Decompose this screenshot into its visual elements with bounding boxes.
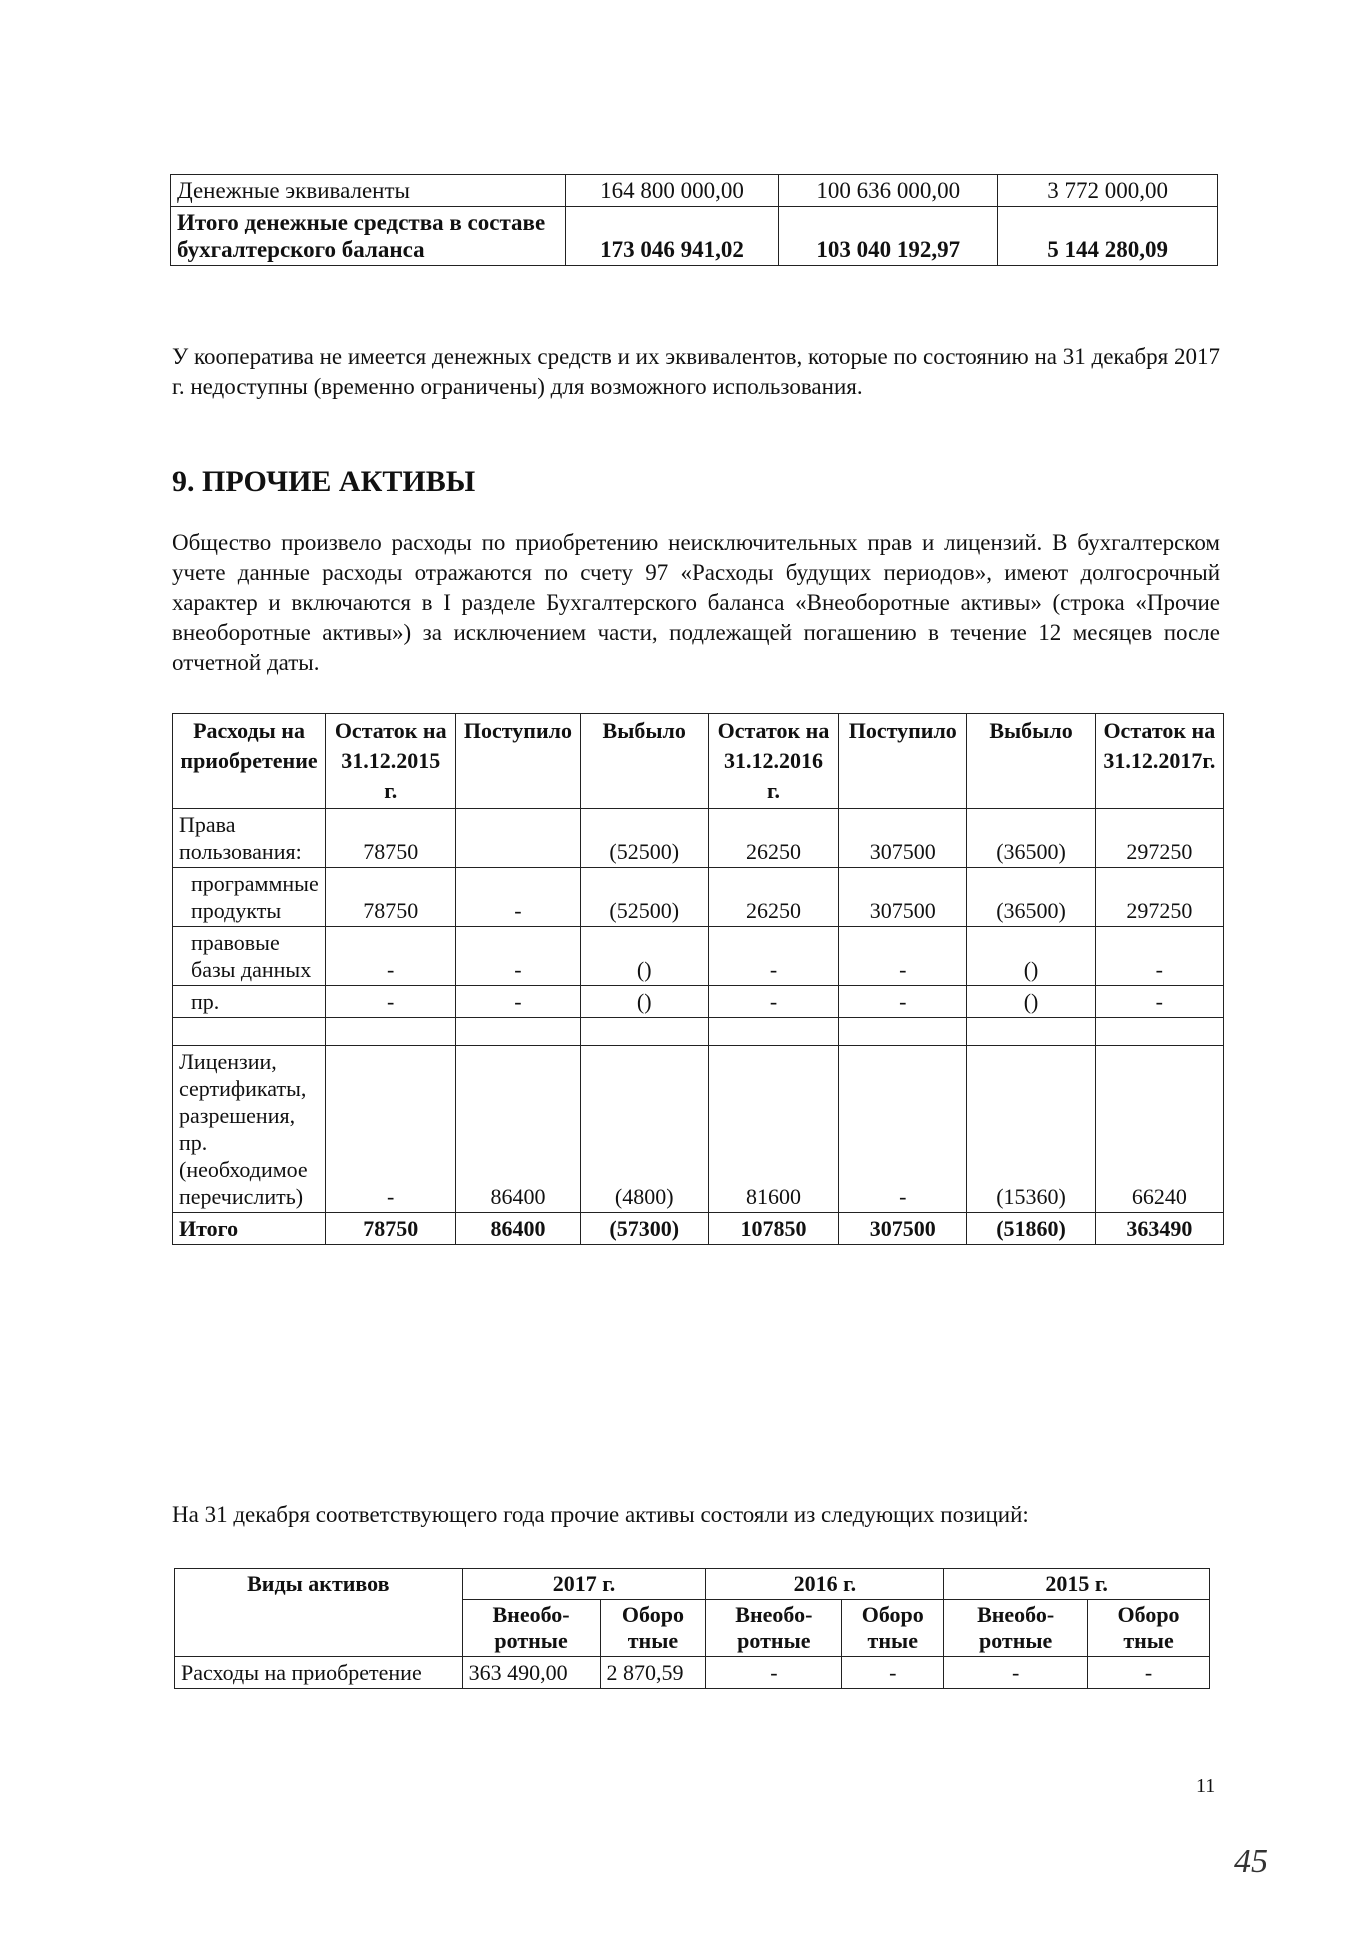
subheader-cell: Внеобо-ротные: [462, 1600, 600, 1657]
header-cell: Поступило: [839, 714, 967, 809]
cell: [456, 809, 580, 868]
cash-total-2017: 173 046 941,02: [565, 207, 779, 266]
table-row: [173, 809, 1224, 868]
cell: (52500): [580, 809, 708, 868]
table-row: [171, 207, 1218, 266]
row-label: правовые базы данных: [173, 927, 326, 986]
cell: -: [326, 927, 456, 986]
cell: (): [580, 986, 708, 1018]
cell: 307500: [839, 868, 967, 927]
cell: 307500: [839, 809, 967, 868]
cell: (4800): [580, 1046, 708, 1213]
cash-2015: 3 772 000,00: [998, 175, 1218, 207]
cash-2017: 164 800 000,00: [565, 175, 779, 207]
cell: -: [708, 927, 838, 986]
subheader-cell: Внеобо-ротные: [706, 1600, 842, 1657]
cell: 363 490,00: [462, 1657, 600, 1689]
cell: -: [326, 1046, 456, 1213]
cell: -: [706, 1657, 842, 1689]
cell: -: [456, 986, 580, 1018]
year-header: 2017 г.: [462, 1569, 706, 1600]
header-cell: Выбыло: [580, 714, 708, 809]
spacer-row: [173, 1018, 1224, 1046]
cell: 66240: [1095, 1046, 1223, 1213]
table-row: [173, 927, 1224, 986]
subheader-cell: Внеобо-ротные: [944, 1600, 1088, 1657]
cell: -: [326, 986, 456, 1018]
cash-table: [170, 174, 1218, 266]
assets-paragraph: Общество произвело расходы по приобретению неисключительных прав и лицензий. В бухгалтерском учете данные расходы отражаются по счету 97 «Расходы будущих периодов», имеют долгосрочный характер и включаются в I разделе Бухгалтерского баланса «Внеоборотные активы» (строка «Прочие внеоборотные активы») за исключением части, подлежащей погашению в течение 12 месяцев после отчетной даты.: [172, 530, 1220, 675]
positions-table: [174, 1568, 1210, 1689]
cash-2016: 100 636 000,00: [779, 175, 998, 207]
cell: (): [580, 927, 708, 986]
table-row: [173, 1046, 1224, 1213]
subheader-cell: Оборо тные: [600, 1600, 706, 1657]
cell: 78750: [326, 868, 456, 927]
header-cell: Виды активов: [175, 1569, 463, 1657]
row-label: программные продукты: [173, 868, 326, 927]
row-label: пр.: [173, 986, 326, 1018]
section-title: 9. ПРОЧИЕ АКТИВЫ: [172, 465, 476, 498]
cell: 107850: [708, 1213, 838, 1245]
table-row: [173, 986, 1224, 1018]
cell: (): [967, 986, 1095, 1018]
cell: 26250: [708, 868, 838, 927]
cell: -: [842, 1657, 944, 1689]
total-row: [173, 1213, 1224, 1245]
table-row: [175, 1657, 1210, 1689]
cell: 297250: [1095, 809, 1223, 868]
cell: -: [708, 986, 838, 1018]
page-number: 11: [1196, 1775, 1216, 1797]
cell: 78750: [326, 809, 456, 868]
row-label: Лицензии, сертификаты, разрешения, пр. (необходимое перечислить): [173, 1046, 326, 1213]
cash-total-2015: 5 144 280,09: [998, 207, 1218, 266]
year-header: 2016 г.: [706, 1569, 944, 1600]
cell: -: [456, 868, 580, 927]
cell: 81600: [708, 1046, 838, 1213]
cell: 297250: [1095, 868, 1223, 927]
cell: -: [839, 986, 967, 1018]
cell: -: [1095, 927, 1223, 986]
year-header: 2015 г.: [944, 1569, 1210, 1600]
cell: (15360): [967, 1046, 1095, 1213]
header-cell: Остаток на 31.12.2016 г.: [708, 714, 838, 809]
cell: (): [967, 927, 1095, 986]
header-cell: Остаток на 31.12.2017г.: [1095, 714, 1223, 809]
cell: (36500): [967, 868, 1095, 927]
cell: 78750: [326, 1213, 456, 1245]
cash-row-label: Денежные эквиваленты: [171, 175, 566, 207]
table-header-row: [175, 1569, 1210, 1600]
cell: 2 870,59: [600, 1657, 706, 1689]
row-label: Итого: [173, 1213, 326, 1245]
table-row: [173, 868, 1224, 927]
expenses-table: [172, 713, 1224, 1245]
cell: 307500: [839, 1213, 967, 1245]
cell: -: [839, 927, 967, 986]
row-label: Расходы на приобретение: [175, 1657, 463, 1689]
header-cell: Расходы на приобретение: [173, 714, 326, 809]
cell: (57300): [580, 1213, 708, 1245]
cell: 26250: [708, 809, 838, 868]
header-cell: Выбыло: [967, 714, 1095, 809]
cell: 363490: [1095, 1213, 1223, 1245]
cash-paragraph: У кооператива не имеется денежных средств и их эквивалентов, которые по состоянию на 31 декабря 2017 г. недоступны (временно ограничены) для возможного использования.: [172, 344, 1220, 399]
cash-total-label: Итого денежные средства в составе бухгалтерского баланса: [171, 207, 566, 266]
cell: (51860): [967, 1213, 1095, 1245]
cell: 86400: [456, 1213, 580, 1245]
cell: -: [1088, 1657, 1210, 1689]
header-cell: Остаток на 31.12.2015 г.: [326, 714, 456, 809]
cell: (36500): [967, 809, 1095, 868]
table-header-row: [173, 714, 1224, 809]
subheader-cell: Оборо тные: [842, 1600, 944, 1657]
cell: -: [839, 1046, 967, 1213]
header-cell: Поступило: [456, 714, 580, 809]
table-row: [171, 175, 1218, 207]
cell: -: [1095, 986, 1223, 1018]
subheader-cell: Оборо тные: [1088, 1600, 1210, 1657]
cell: -: [456, 927, 580, 986]
cell: (52500): [580, 868, 708, 927]
cell: 86400: [456, 1046, 580, 1213]
cash-total-2016: 103 040 192,97: [779, 207, 998, 266]
positions-paragraph: На 31 декабря соответствующего года прочие активы состояли из следующих позиций:: [172, 1502, 1029, 1527]
handwritten-mark: 45: [1234, 1843, 1268, 1880]
cell: -: [944, 1657, 1088, 1689]
row-label: Права пользования:: [173, 809, 326, 868]
